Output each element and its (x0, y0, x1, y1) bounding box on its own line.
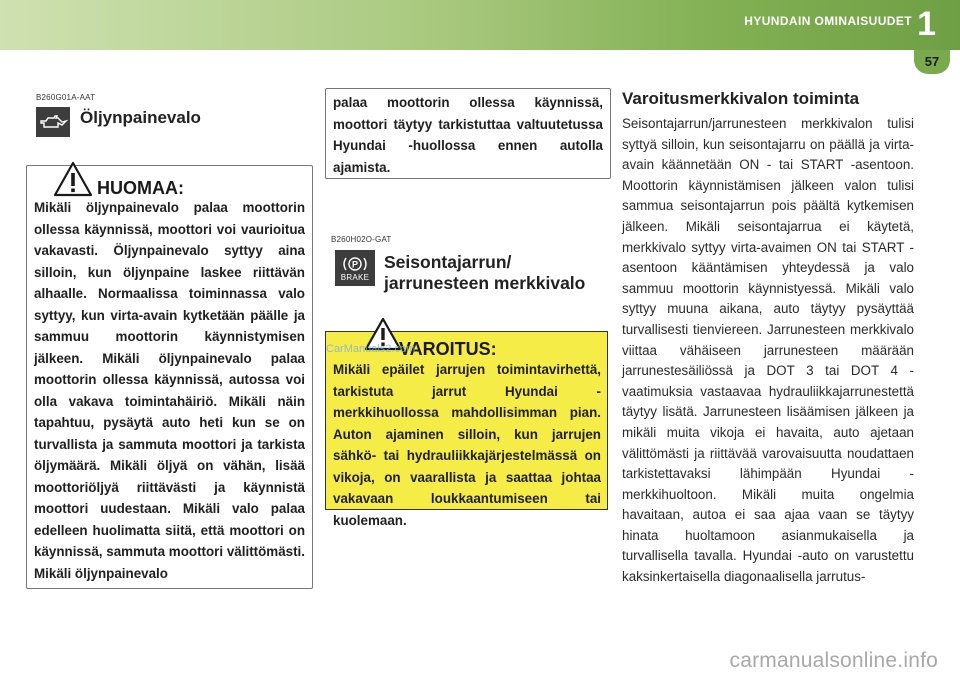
oil-heading: Öljynpainevalo (80, 108, 201, 127)
svg-text:P: P (351, 259, 359, 269)
right-column-title: Varoitusmerkkivalon toiminta (622, 89, 860, 108)
page-number: 57 (914, 50, 950, 74)
brake-icon-text: BRAKE (340, 272, 370, 282)
oil-can-icon (36, 107, 70, 137)
footer-watermark: carmanualsonline.info (729, 649, 938, 672)
continuation-text: palaa moottorin ollessa käynnissä, moottori täytyy tarkistuttaa valtuutetussa Hyundai -huollossa ennen autolla ajamista. (333, 95, 603, 175)
brake-warning-icon (335, 250, 375, 286)
caution-label: HUOMAA: (97, 178, 184, 198)
right-column-body: Seisontajarrun/jarrunesteen merkkivalon tulisi syttyä silloin, kun seisontajarru on päällä ja virta-avain käännetään ON - tai START -asentoon. Moottorin käynnistämisen jälkeen valon tulisi sammua seisontajarrun pois päältä kytkemisen jälkeen. Mikäli seisontajarrua ei käytetä, merkkivalo syttyy virta-avaimen ON tai START -asentoon kääntämisen yhteydessä ja valo sammuu moottorin käynnistyessä. Mikäli valo syttyy muuna aikana, auto täytyy pysäyttää turvallisesti tienviereen. Jarrunesteen merkkivalo viittaa vähäiseen jarrunesteen määrään jarrunestesäiliössä ja DOT 3 tai DOT 4 -vaatimuksia vastaavaa hydrauliikkajarrunestettä täytyy lisätä. Jarrunesteen lisäämisen jälkeen ja mikäli muita vikoja ei havaita, auto ajetaan välittömästi ja riittävää varovaisuutta noudattaen tarkistettavaksi lähimpään Hyundai -merkkihuoltoon. Mikäli muita ongelmia havaitaan, autoa ei saa ajaa vaan se täytyy hinata huoltamoon asianmukaisella ja turvallisella tavalla. Hyundai -auto on varustettu kaksinkertaisella diagonaalisella jarrutus- (622, 116, 914, 585)
middle-watermark: CarManuals2.com (326, 343, 416, 355)
brake-warning-text: Mikäli epäilet jarrujen toimintavirhettä, tarkistuta jarrut Hyundai -merkkihuollossa mahdollisimman pian. Auton ajaminen silloin, kun jarrujen sähkö- tai hydrauliikkajärjestelmässä on vikoja, on vaarallista ja saattaa johtaa vakavaan loukkaantumiseen tai kuolemaan. (333, 362, 601, 528)
chapter-title: HYUNDAIN OMINAISUUDET (744, 14, 912, 28)
chapter-number: 1 (917, 5, 936, 43)
brake-heading-line1: Seisontajarrun/ (384, 252, 512, 272)
brake-section-code: B260H02O-GAT (331, 235, 392, 244)
oil-section-code: B260G01A-AAT (36, 93, 96, 102)
warning-label: VAROITUS: (399, 339, 497, 359)
oil-caution-text: Mikäli öljynpainevalo palaa moottorin ollessa käynnissä, moottori voi vaurioitua vakavasti. Öljynpainevalo syttyy aina silloin, kun öljynpaine laskee riittävän alhaalle. Normaalissa toiminnassa valo syttyy, kun virta-avain kytketään päälle ja sammuu moottorin käynnistymisen jälkeen. Mikäli öljynpainevalo palaa moottorin ollessa käynnissä, autossa voi olla vakava toimintahäiriö. Mikäli näin tapahtuu, pysäytä auto heti kun se on turvallista ja sammuta moottori ja tarkista öljymäärä. Mikäli öljyä on vähän, lisää moottoriöljyä riittävästi ja käynnistä moottori uudestaan. Mikäli valo palaa edelleen huolimatta siitä, että moottori on käynnissä, sammuta moottori välittömästi. Mikäli öljynpainevalo (34, 200, 305, 581)
caution-triangle-icon (52, 160, 94, 198)
brake-heading-line2: jarrunesteen merkkivalo (384, 273, 586, 293)
